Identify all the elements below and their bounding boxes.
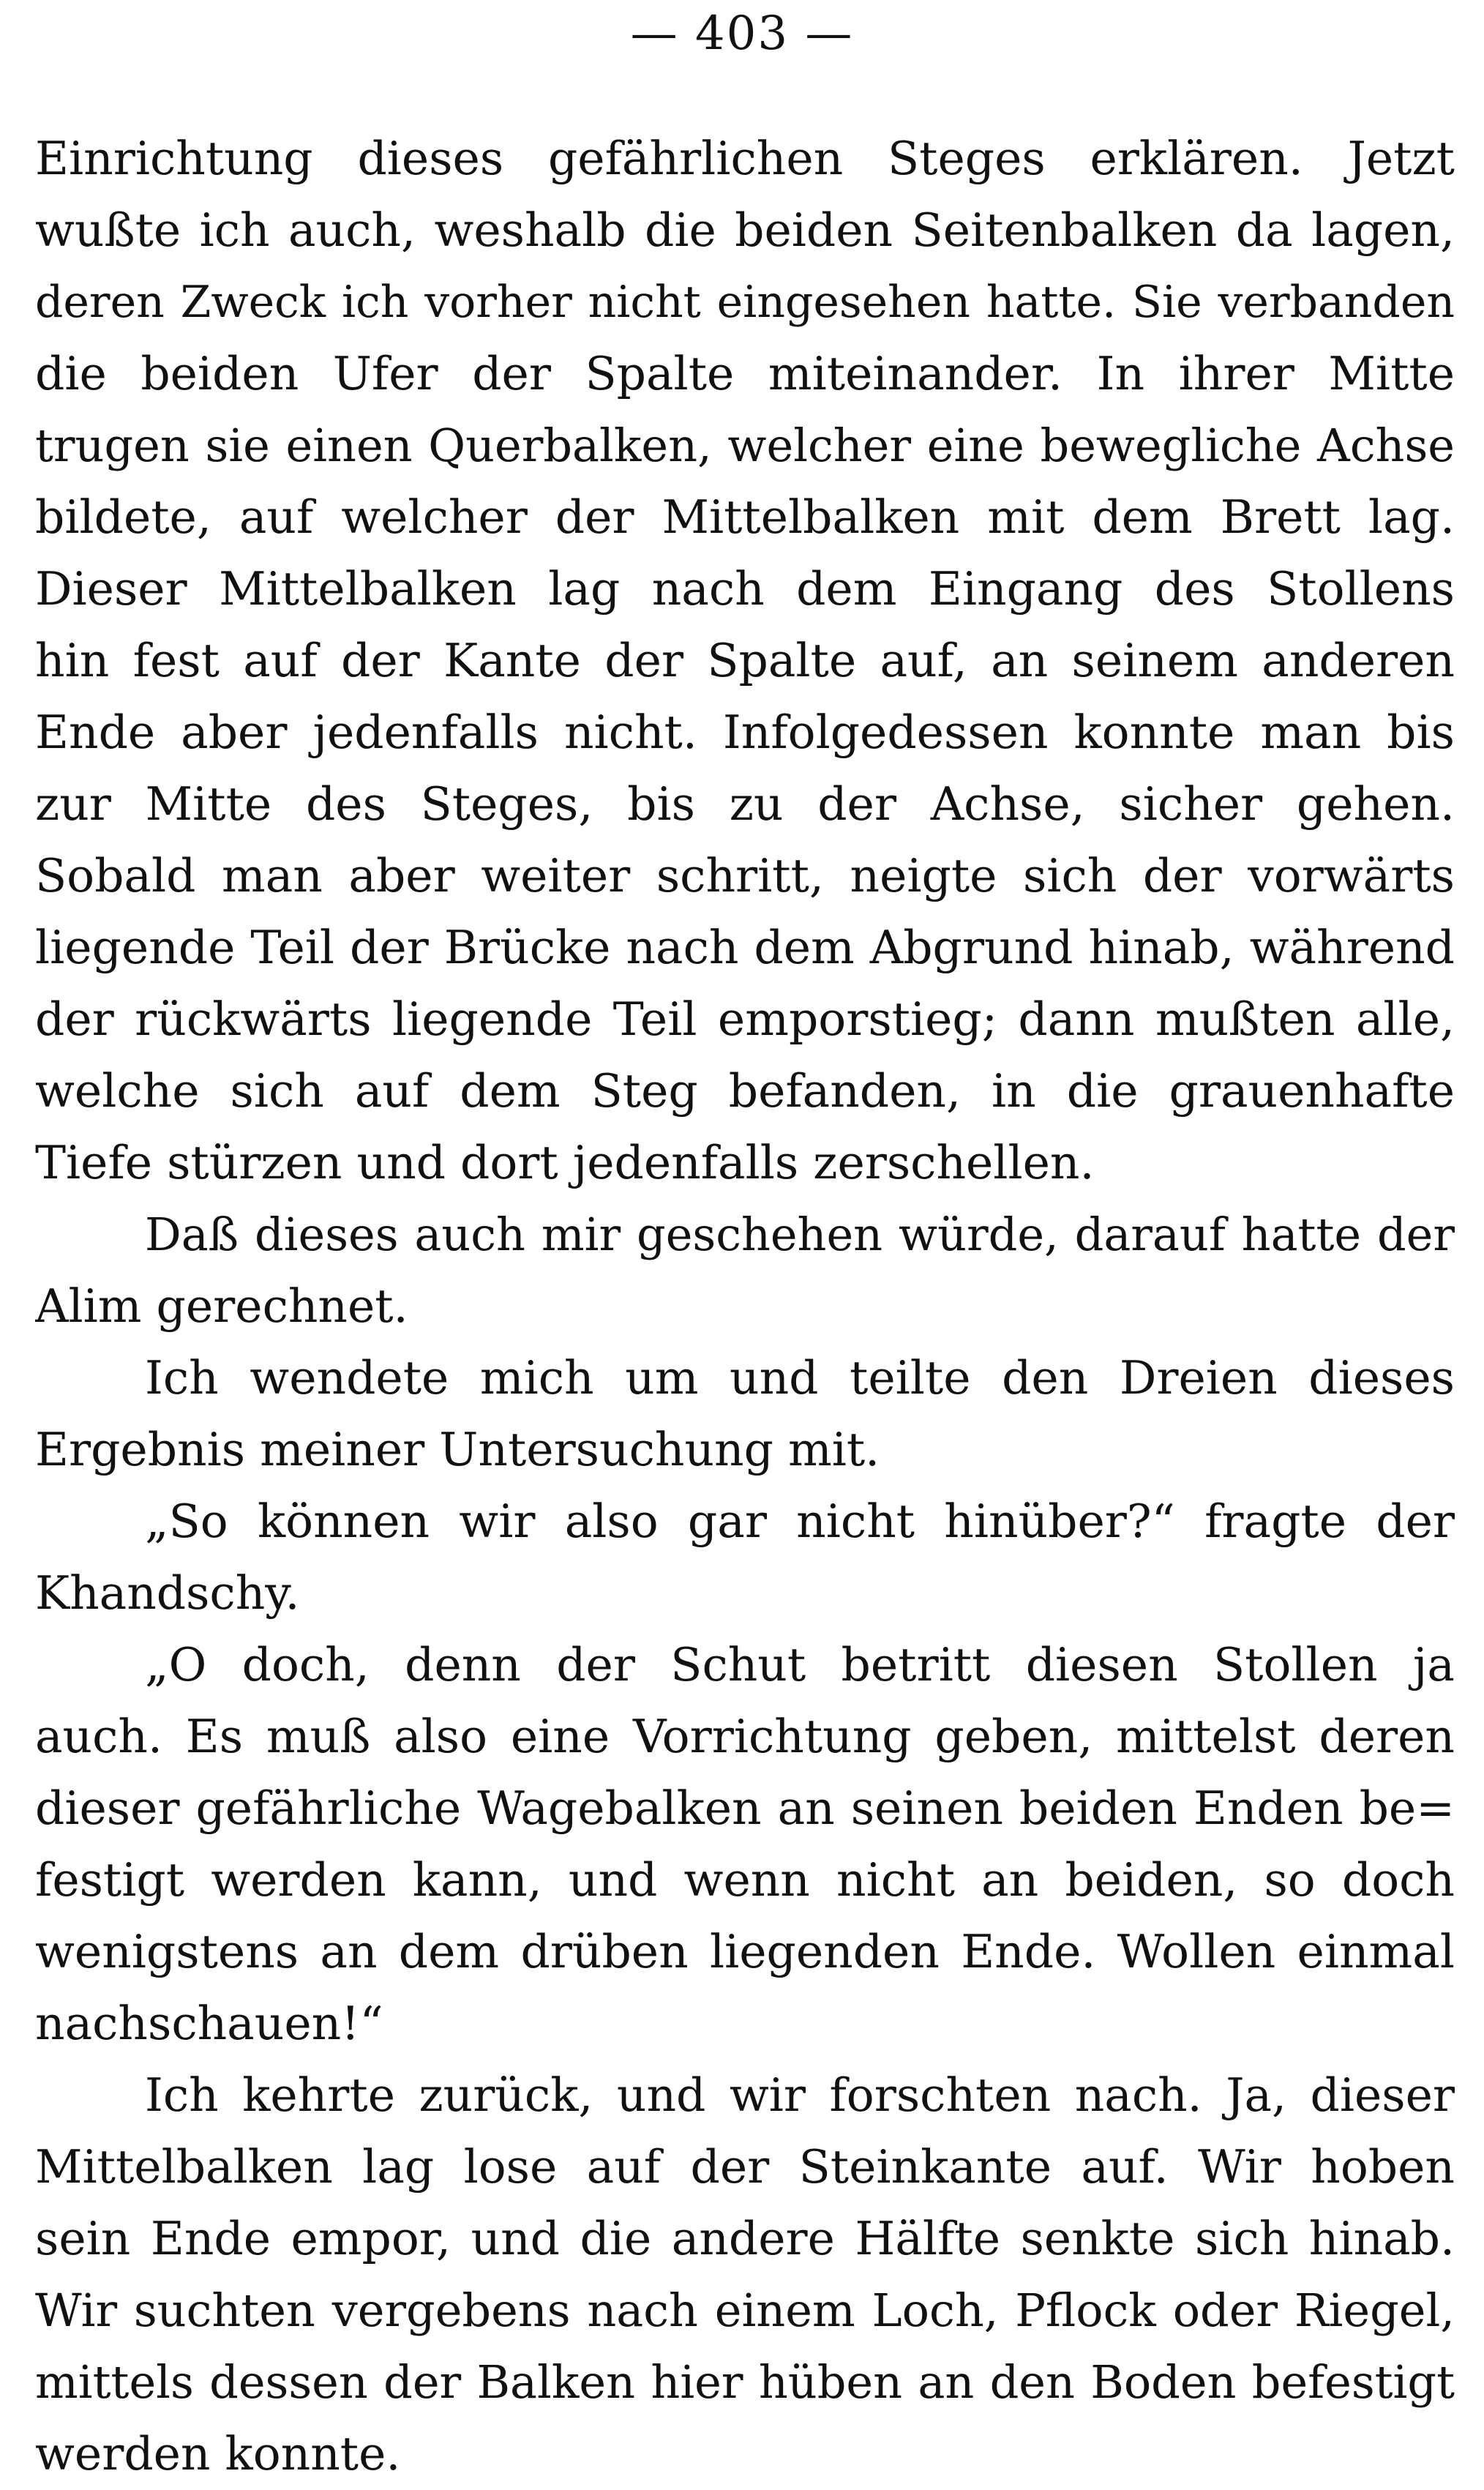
text-line: Dieser Mittelbalken lag nach dem Eingang des Stollens: [35, 562, 1455, 616]
text-line: Ende aber jedenfalls nicht. Infolgedessen konnte man bis: [35, 706, 1455, 759]
text-line: dieser gefährliche Wagebalken an seinen beiden Enden be=: [35, 1781, 1455, 1835]
body-text: [35, 123, 1455, 2490]
text-line: Ich wendete mich um und teilte den Dreien dieses: [145, 1351, 1455, 1405]
text-line: Alim gerechnet.: [35, 1279, 408, 1333]
text-line: trugen sie einen Querbalken, welcher eine bewegliche Achse: [35, 419, 1455, 472]
text-line: Einrichtung dieses gefährlichen Steges erklären. Jetzt: [35, 132, 1455, 185]
text-line: sein Ende empor, und die andere Hälfte senkte sich hinab.: [35, 2212, 1455, 2265]
text-line: nachschauen!“: [35, 1997, 383, 2050]
text-line: Wir suchten vergebens nach einem Loch, Pflock oder Riegel,: [35, 2284, 1455, 2337]
text-line: deren Zweck ich vorher nicht eingesehen hatte. Sie verbanden: [35, 277, 1455, 328]
text-line: wußte ich auch, weshalb die beiden Seitenbalken da lagen,: [35, 203, 1455, 257]
text-line: Tiefe stürzen und dort jedenfalls zerschellen.: [35, 1136, 1095, 1189]
text-line: Mittelbalken lag lose auf der Steinkante auf. Wir hoben: [35, 2140, 1455, 2194]
page-number: — 403 —: [630, 7, 854, 61]
text-line: zur Mitte des Steges, bis zu der Achse, sicher gehen.: [35, 777, 1455, 831]
text-line: Ich kehrte zurück, und wir forschten nach. Ja, dieser: [145, 2068, 1455, 2122]
text-line: Sobald man aber weiter schritt, neigte sich der vorwärts: [35, 849, 1455, 902]
text-line: Khandschy.: [35, 1566, 300, 1620]
text-line: „So können wir also gar nicht hinüber?“ fragte der: [145, 1495, 1455, 1548]
text-line: welche sich auf dem Steg befanden, in die grauenhafte: [35, 1064, 1455, 1118]
text-line: Ergebnis meiner Untersuchung mit.: [35, 1423, 880, 1476]
text-line: „O doch, denn der Schut betritt diesen Stollen ja: [145, 1638, 1455, 1691]
text-line: der rückwärts liegende Teil emporstieg; dann mußten alle,: [35, 992, 1455, 1046]
text-line: hin fest auf der Kante der Spalte auf, an seinem anderen: [35, 634, 1455, 687]
text-line: mittels dessen der Balken hier hüben an den Boden befestigt: [35, 2355, 1455, 2409]
text-line: die beiden Ufer der Spalte miteinander. In ihrer Mitte: [35, 347, 1455, 400]
text-line: Daß dieses auch mir geschehen würde, darauf hatte der: [145, 1208, 1455, 1261]
text-line: werden konnte.: [35, 2427, 401, 2480]
text-line: auch. Es muß also eine Vorrichtung geben, mittelst deren: [35, 1710, 1455, 1763]
text-line: liegende Teil der Brücke nach dem Abgrund hinab, während: [35, 921, 1455, 974]
text-line: bildete, auf welcher der Mittelbalken mit dem Brett lag.: [35, 490, 1455, 544]
text-line: festigt werden kann, und wenn nicht an beiden, so doch: [35, 1853, 1455, 1907]
text-line: wenigstens an dem drüben liegenden Ende. Wollen einmal: [35, 1925, 1455, 1978]
